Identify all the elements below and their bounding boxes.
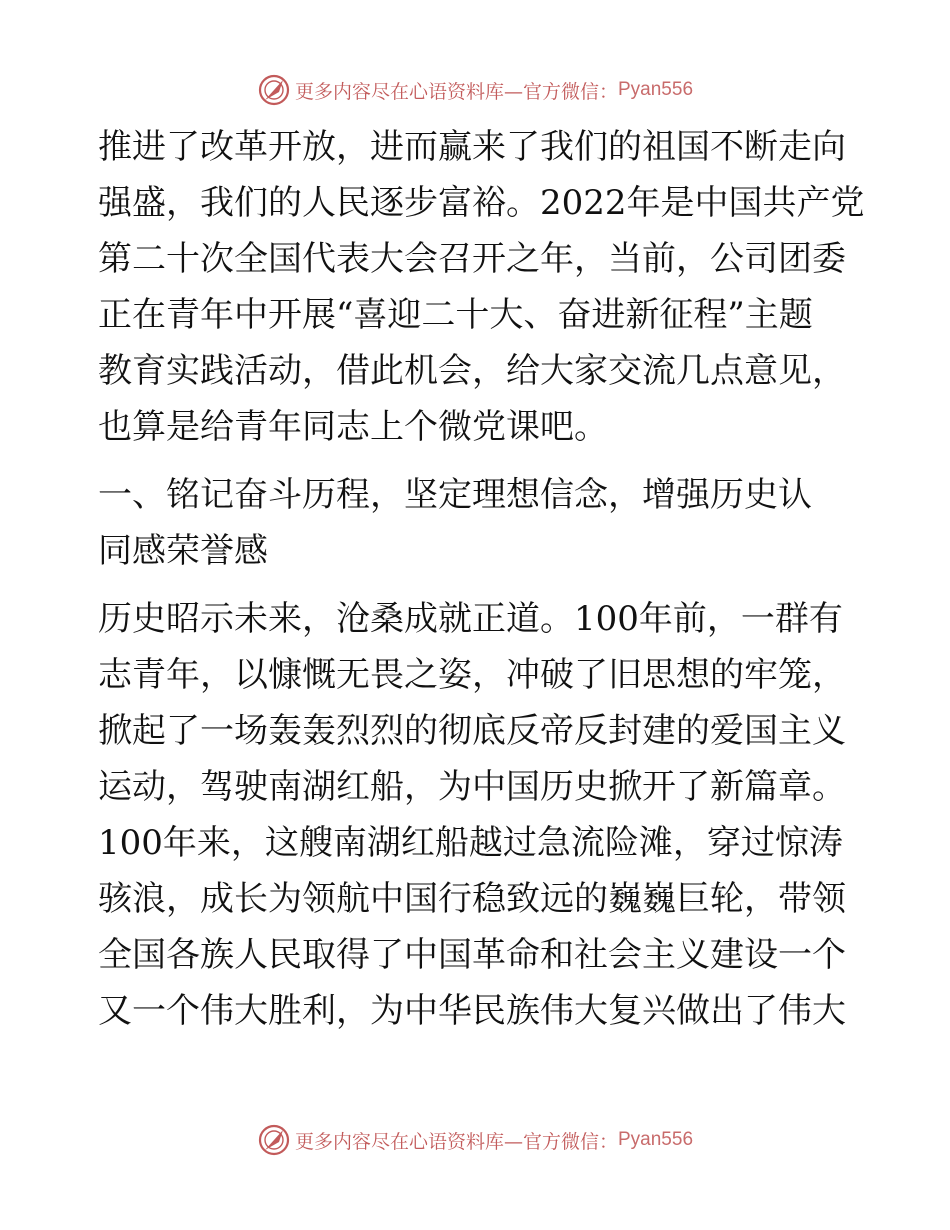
header-watermark: [0, 68, 950, 112]
paragraph-line: 运动，驾驶南湖红船，为中国历史掀开了新篇章。: [98, 767, 846, 807]
paragraph-line: 掀起了一场轰轰烈烈的彻底反帝反封建的爱国主义: [98, 711, 846, 751]
header-watermark-id: Pyan556: [618, 79, 694, 100]
intro-line: 第二十次全国代表大会召开之年，当前，公司团委: [98, 239, 846, 279]
footer-watermark: [0, 1118, 950, 1162]
section-heading-line: 同感荣誉感: [98, 531, 268, 571]
quill-circle-icon: [257, 1123, 291, 1157]
intro-line: 也算是给青年同志上个微党课吧。: [98, 407, 608, 447]
paragraph-line: 历史昭示未来，沧桑成就正道。100年前，一群有: [98, 599, 843, 639]
paragraph-line: 骇浪，成长为领航中国行稳致远的巍巍巨轮，带领: [98, 879, 846, 919]
footer-watermark-text: 更多内容尽在心语资料库—官方微信：: [294, 1130, 618, 1153]
paragraph-line: 又一个伟大胜利，为中华民族伟大复兴做出了伟大: [98, 991, 846, 1031]
intro-line: 推进了改革开放，进而赢来了我们的祖国不断走向: [98, 127, 846, 167]
header-watermark-text: 更多内容尽在心语资料库—官方微信：: [294, 80, 618, 103]
quill-circle-icon: [257, 73, 291, 107]
paragraph-line: 志青年，以慷慨无畏之姿，冲破了旧思想的牢笼，: [98, 655, 846, 695]
paragraph-line: 100年来，这艘南湖红船越过急流险滩，穿过惊涛: [98, 823, 843, 863]
intro-line: 强盛，我们的人民逐步富裕。2022年是中国共产党: [98, 183, 865, 223]
section-heading-line: 一、铭记奋斗历程，坚定理想信念，增强历史认: [98, 475, 812, 515]
intro-line: 教育实践活动，借此机会，给大家交流几点意见，: [98, 351, 846, 391]
intro-line: 正在青年中开展“喜迎二十大、奋进新征程”主题: [98, 295, 813, 335]
document-body: [98, 124, 865, 1044]
footer-watermark-id: Pyan556: [618, 1129, 694, 1150]
paragraph-line: 全国各族人民取得了中国革命和社会主义建设一个: [98, 935, 846, 975]
